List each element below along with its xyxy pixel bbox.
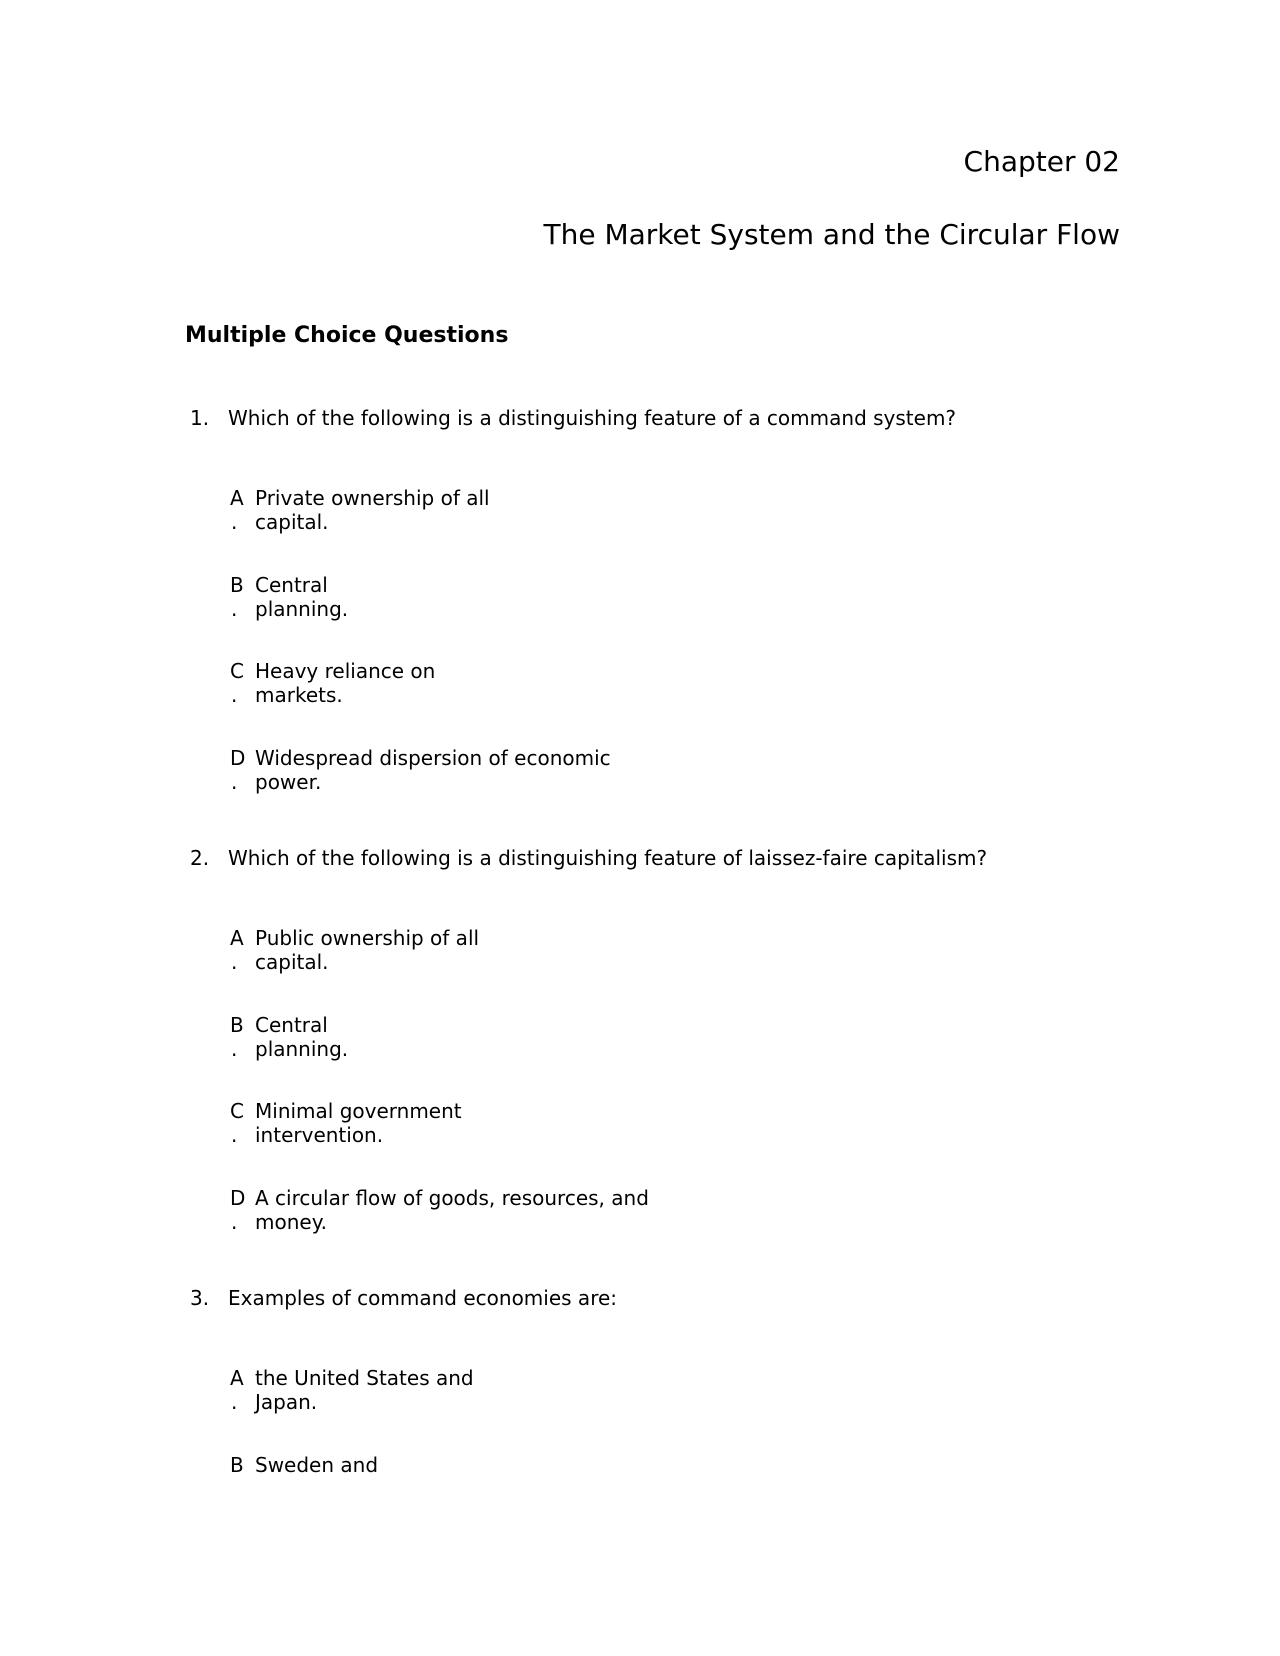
- option-2b: [230, 1013, 348, 1061]
- option-dot: .: [231, 1037, 238, 1061]
- option-2d: [230, 1186, 649, 1234]
- option-3a: [230, 1366, 474, 1414]
- question-3: [190, 1286, 617, 1310]
- option-letter: A: [230, 486, 244, 510]
- option-letter: B: [230, 1013, 244, 1037]
- option-text: Central planning.: [255, 1013, 349, 1061]
- option-2a: [230, 926, 479, 974]
- question-text: Which of the following is a distinguishing feature of laissez-faire capitalism?: [228, 846, 988, 870]
- option-3b: [230, 1453, 378, 1477]
- section-heading: Multiple Choice Questions: [185, 323, 509, 348]
- option-1b: [230, 573, 348, 621]
- option-dot: .: [231, 683, 238, 707]
- option-dot: .: [231, 1390, 238, 1414]
- option-text: Public ownership of all capital.: [255, 926, 480, 974]
- option-letter: B: [230, 1453, 244, 1477]
- option-text: A circular flow of goods, resources, and money.: [255, 1186, 649, 1234]
- question-1: [190, 406, 956, 430]
- option-text: Heavy reliance on markets.: [255, 659, 436, 707]
- question-number: 2.: [190, 846, 210, 870]
- question-number: 3.: [190, 1286, 210, 1310]
- option-letter: C: [230, 1099, 244, 1123]
- chapter-title: The Market System and the Circular Flow: [543, 218, 1120, 251]
- option-dot: .: [231, 510, 238, 534]
- question-2: [190, 846, 987, 870]
- chapter-label: Chapter 02: [963, 145, 1120, 178]
- option-text: Central planning.: [255, 573, 349, 621]
- option-1a: [230, 486, 490, 534]
- option-dot: .: [231, 770, 238, 794]
- option-text: Sweden and: [255, 1453, 379, 1477]
- option-1c: [230, 659, 435, 707]
- option-dot: .: [231, 1123, 238, 1147]
- option-letter: A: [230, 926, 244, 950]
- option-letter: D: [230, 746, 246, 770]
- option-2c: [230, 1099, 462, 1147]
- option-dot: .: [231, 1210, 238, 1234]
- option-letter: A: [230, 1366, 244, 1390]
- option-letter: B: [230, 573, 244, 597]
- option-text: Minimal government intervention.: [255, 1099, 462, 1147]
- option-1d: [230, 746, 611, 794]
- question-text: Which of the following is a distinguishing feature of a command system?: [228, 406, 957, 430]
- option-dot: .: [231, 597, 238, 621]
- option-text: Widespread dispersion of economic power.: [255, 746, 611, 794]
- question-number: 1.: [190, 406, 210, 430]
- option-text: the United States and Japan.: [255, 1366, 474, 1414]
- option-dot: .: [231, 950, 238, 974]
- option-letter: D: [230, 1186, 246, 1210]
- option-letter: C: [230, 659, 244, 683]
- question-text: Examples of command economies are:: [228, 1286, 618, 1310]
- option-text: Private ownership of all capital.: [255, 486, 490, 534]
